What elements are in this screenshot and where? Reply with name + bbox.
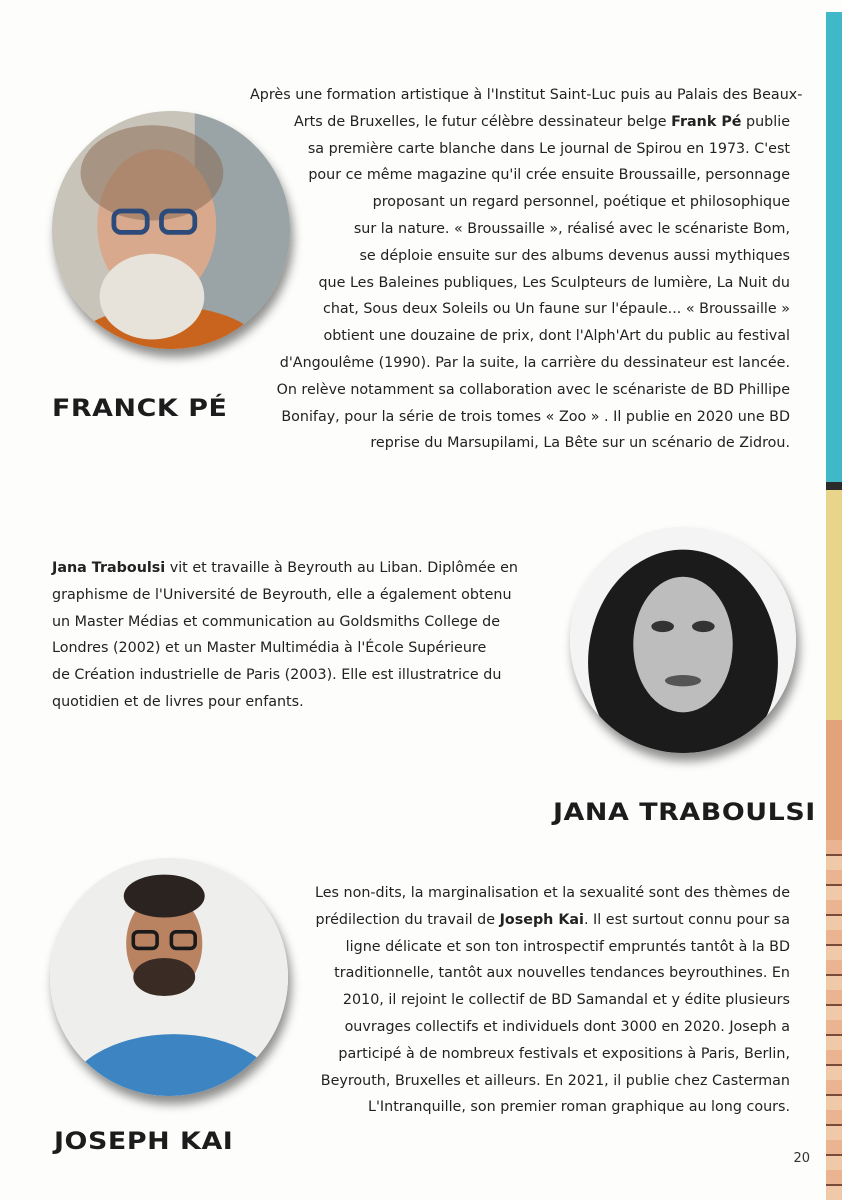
bio-line: Arts de Bruxelles, le futur célèbre dessinateur belge Frank Pé publie [293, 113, 790, 130]
portrait-joseph-kai [50, 858, 288, 1096]
bio-name-highlight: Jana Traboulsi [52, 560, 166, 576]
bio-line: un Master Médias et communication au Goldsmiths College de [52, 613, 501, 630]
bio-line: On relève notamment sa collaboration avec le scénariste de BD Phillipe [276, 381, 790, 398]
bio-line: participé à de nombreux festivals et expositions à Paris, Berlin, [338, 1045, 790, 1062]
bio-franck-pe [250, 82, 803, 457]
bio-line: sa première carte blanche dans Le journal de Spirou en 1973. C'est [307, 140, 790, 157]
bio-joseph-kai [268, 880, 790, 1121]
bio-name-highlight: Frank Pé [671, 113, 742, 130]
bio-line: chat, Sous deux Soleils ou Un faune sur l'épaule... « Broussaille » [322, 301, 790, 318]
bio-line: Londres (2002) et un Master Multimédia à l'École Supérieure [52, 640, 487, 657]
bio-line: graphisme de l'Université de Beyrouth, elle a également obtenu [52, 586, 512, 603]
bio-line: reprise du Marsupilami, La Bête sur un scénario de Zidrou. [370, 435, 790, 452]
bio-line: d'Angoulême (1990). Par la suite, la carrière du dessinateur est lancée. [279, 354, 790, 371]
bio-line: obtient une douzaine de prix, dont l'Alph'Art du public au festival [323, 328, 790, 345]
bio-line: sur la nature. « Broussaille », réalisé avec le scénariste Bom, [353, 220, 790, 237]
bio-line: Après une formation artistique à l'Institut Saint-Luc puis au Palais des Beaux- [250, 87, 803, 103]
name-franck-pe: FRANCK PÉ [52, 394, 228, 422]
bio-line: Bonifay, pour la série de trois tomes « Zoo » . Il publie en 2020 une BD [281, 408, 790, 425]
page-number: 20 [793, 1151, 810, 1166]
bio-line: de Création industrielle de Paris (2003). Elle est illustratrice du [52, 667, 502, 684]
portrait-jana-traboulsi [570, 527, 796, 753]
bio-jana-traboulsi [52, 555, 542, 716]
bio-line: 2010, il rejoint le collectif de BD Samandal et y édite plusieurs [342, 992, 790, 1009]
bio-line: prédilection du travail de Joseph Kai. Il est surtout connu pour sa [315, 911, 790, 928]
bio-name-highlight: Joseph Kai [499, 911, 584, 928]
name-joseph-kai: JOSEPH KAI [54, 1127, 234, 1155]
bio-line: L'Intranquille, son premier roman graphique au long cours. [368, 1099, 790, 1116]
name-jana-traboulsi: JANA TRABOULSI [553, 798, 816, 826]
bio-line: proposant un regard personnel, poétique et philosophique [372, 194, 790, 211]
bio-line: ouvrages collectifs et individuels dont 3000 en 2020. Joseph a [344, 1018, 790, 1035]
bio-line: traditionnelle, tantôt aux nouvelles tendances beyrouthines. En [334, 965, 790, 982]
bio-line: Beyrouth, Bruxelles et ailleurs. En 2021, il publie chez Casterman [320, 1072, 790, 1089]
bio-line: que Les Baleines publiques, Les Sculpteurs de lumière, La Nuit du [318, 274, 790, 291]
decorative-edge-strip [826, 12, 842, 1200]
bio-line: pour ce même magazine qu'il crée ensuite Broussaille, personnage [308, 167, 790, 184]
bio-line: Les non-dits, la marginalisation et la sexualité sont des thèmes de [315, 885, 790, 901]
bio-line: ligne délicate et son ton introspectif empruntés tantôt à la BD [345, 938, 790, 955]
bio-line: quotidien et de livres pour enfants. [52, 693, 304, 710]
bio-line: se déploie ensuite sur des albums devenus aussi mythiques [359, 247, 790, 264]
bio-line: Jana Traboulsi vit et travaille à Beyrouth au Liban. Diplômée en [52, 560, 518, 576]
